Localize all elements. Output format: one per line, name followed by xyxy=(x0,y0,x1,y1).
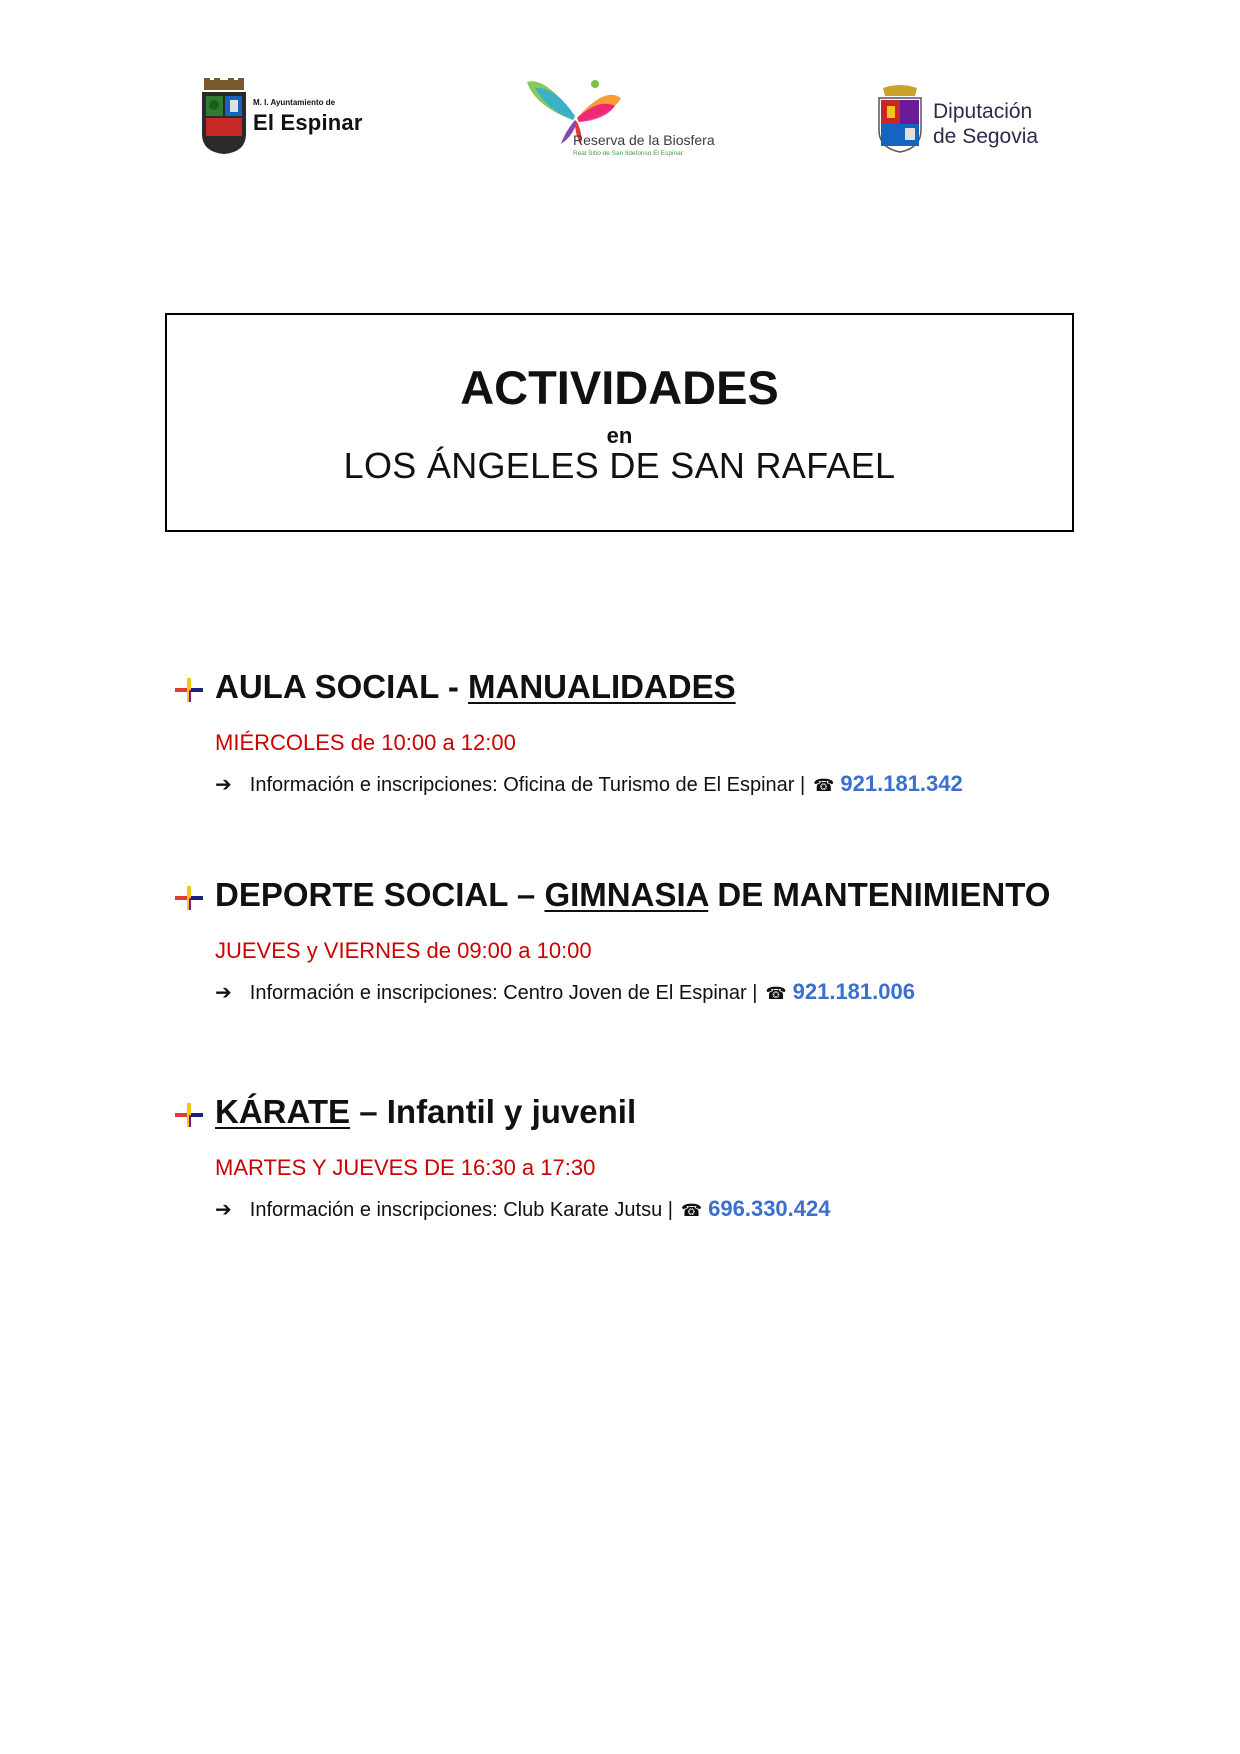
segovia-coat-of-arms-icon xyxy=(875,84,925,154)
activity-schedule: MARTES Y JUEVES DE 16:30 a 17:30 xyxy=(215,1155,596,1180)
logo-reserva-biosfera xyxy=(525,76,715,168)
activity-title: KÁRATE – Infantil y juvenil xyxy=(215,1093,637,1130)
arrow-right-icon: ➔ xyxy=(215,772,232,796)
activity-info xyxy=(215,1196,830,1222)
phone-number[interactable]: 696.330.424 xyxy=(708,1196,831,1221)
phone-number[interactable]: 921.181.006 xyxy=(792,979,915,1004)
page-title: ACTIVIDADES xyxy=(460,361,779,414)
activity-title: DEPORTE SOCIAL – GIMNASIA DE MANTENIMIENTO xyxy=(215,876,1051,913)
biosfera-logo-subtitle: Real Sitio de San Ildefonso El Espinar xyxy=(573,150,683,157)
bullet-icon xyxy=(173,676,205,704)
espinar-coat-of-arms-icon xyxy=(200,78,248,156)
espinar-logo-text: El Espinar xyxy=(253,110,363,135)
activity-schedule: JUEVES y VIERNES de 09:00 a 10:00 xyxy=(215,938,592,963)
phone-number[interactable]: 921.181.342 xyxy=(840,771,963,796)
info-text: Información e inscripciones: Club Karate Jutsu | xyxy=(249,1199,673,1221)
phone-icon: ☎ xyxy=(680,1201,703,1221)
info-text: Información e inscripciones: Centro Joven de El Espinar | xyxy=(249,982,758,1004)
bullet-icon xyxy=(173,884,205,912)
biosfera-logo-text: Reserva de la Biosfera xyxy=(573,132,715,148)
phone-icon: ☎ xyxy=(765,984,787,1004)
title-connector: en xyxy=(606,423,633,448)
arrow-right-icon: ➔ xyxy=(215,1197,232,1221)
espinar-logo-small-text: M. I. Ayuntamiento de xyxy=(253,98,336,107)
segovia-logo-line2: de Segovia xyxy=(933,125,1039,148)
info-text: Información e inscripciones: Oficina de Turismo de El Espinar | xyxy=(249,774,806,796)
activity-info xyxy=(215,979,915,1005)
phone-icon: ☎ xyxy=(813,776,835,796)
logo-diputacion-segovia xyxy=(875,84,1055,156)
activity-info xyxy=(215,771,963,797)
activity-schedule: MIÉRCOLES de 10:00 a 12:00 xyxy=(215,730,516,755)
bullet-icon xyxy=(173,1101,205,1129)
arrow-right-icon: ➔ xyxy=(215,980,232,1004)
activity-title: AULA SOCIAL - MANUALIDADES xyxy=(215,668,736,705)
segovia-logo-line1: Diputación xyxy=(933,100,1033,123)
title-box xyxy=(165,313,1074,532)
title-place: LOS ÁNGELES DE SAN RAFAEL xyxy=(343,445,896,486)
logo-el-espinar xyxy=(200,78,363,156)
